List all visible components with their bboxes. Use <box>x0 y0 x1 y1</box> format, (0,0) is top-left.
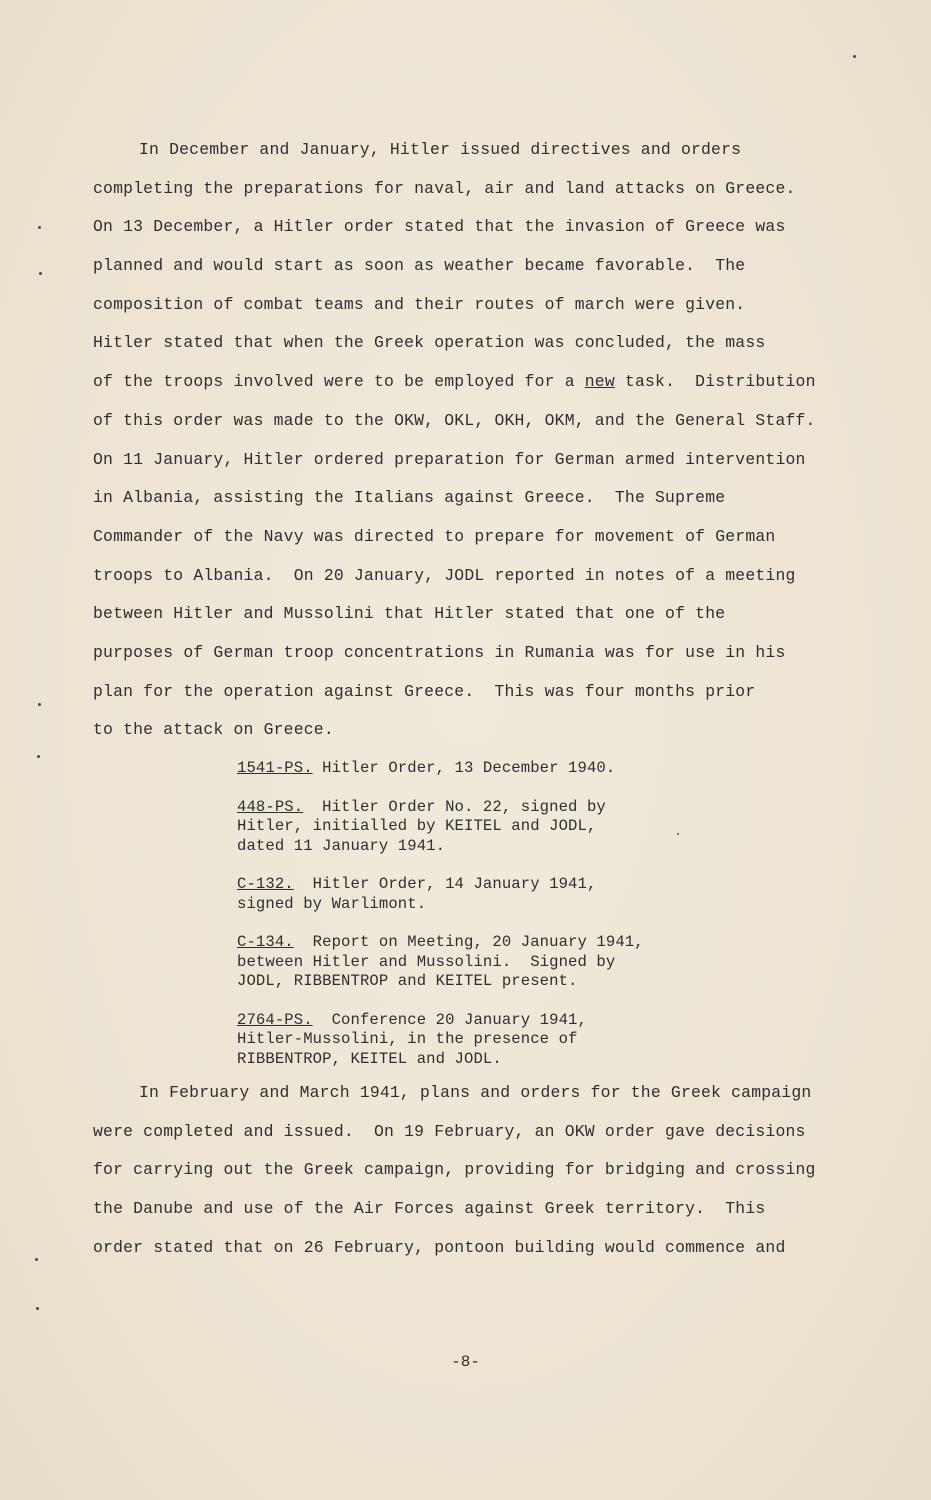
text-line: troops to Albania. On 20 January, JODL reported in notes of a meeting <box>93 565 796 585</box>
text-line: On 11 January, Hitler ordered preparation for German armed intervention <box>93 449 806 469</box>
text-line: plan for the operation against Greece. This was four months prior <box>93 681 756 701</box>
text-line: On 13 December, a Hitler order stated that the invasion of Greece was <box>93 217 786 237</box>
citation-line <box>237 1011 757 1031</box>
text-line: for carrying out the Greek campaign, providing for bridging and crossing <box>93 1160 816 1180</box>
scan-speck <box>39 272 42 275</box>
text-line: Commander of the Navy was directed to prepare for movement of German <box>93 526 776 546</box>
citation-text: Hitler Order No. 22, signed by <box>303 797 606 816</box>
citation-ref: C-134. <box>237 933 294 951</box>
paragraph-1 <box>93 131 816 750</box>
citation-text: Hitler, initialled by KEITEL and JODL, <box>237 817 597 835</box>
citation-text: signed by Warlimont. <box>237 894 427 913</box>
text-line: to the attack on Greece. <box>93 720 334 740</box>
citation-text: Conference 20 January 1941, <box>312 1010 587 1029</box>
text-line: the Danube and use of the Air Forces against Greek territory. This <box>93 1199 766 1219</box>
text-line: In December and January, Hitler issued directives and orders <box>139 140 742 159</box>
citation-text: between Hitler and Mussolini. Signed by <box>237 952 616 971</box>
text-segment: of the troops involved were to be employed for a <box>93 372 585 392</box>
citation-ref: 448-PS. <box>237 797 304 816</box>
text-segment: task. Distribution <box>624 372 816 392</box>
citation-text: RIBBENTROP, KEITEL and JODL. <box>237 1049 502 1068</box>
text-line: between Hitler and Mussolini that Hitler stated that one of the <box>93 604 726 624</box>
text-line: In February and March 1941, plans and orders for the Greek campaign <box>139 1083 812 1102</box>
citation <box>237 933 757 992</box>
citation-line <box>237 875 757 895</box>
text-line: were completed and issued. On 19 February, an OKW order gave decisions <box>93 1121 806 1141</box>
citation-text: Report on Meeting, 20 January 1941, <box>293 933 644 951</box>
text-line: Hitler stated that when the Greek operation was concluded, the mass <box>93 333 766 353</box>
text-line: purposes of German troop concentrations in Rumania was for use in his <box>93 642 786 662</box>
scan-speck <box>38 226 41 229</box>
scan-speck <box>677 833 679 835</box>
citation-text: Hitler-Mussolini, in the presence of <box>237 1030 578 1048</box>
citation-line <box>237 798 757 818</box>
citation <box>237 759 757 779</box>
citation <box>237 798 757 857</box>
citation-text: JODL, RIBBENTROP and KEITEL present. <box>237 972 578 990</box>
citation <box>237 1011 757 1070</box>
scan-speck <box>853 55 856 58</box>
text-line: composition of combat teams and their routes of march were given. <box>93 294 746 314</box>
text-line: completing the preparations for naval, air and land attacks on Greece. <box>93 178 796 198</box>
scan-speck <box>36 1307 39 1310</box>
paragraph-2 <box>93 1074 816 1267</box>
text-line: planned and would start as soon as weather became favorable. The <box>93 256 746 276</box>
citation-text: dated 11 January 1941. <box>237 836 446 855</box>
citation-ref: 2764-PS. <box>237 1010 313 1029</box>
scan-speck <box>35 1258 38 1261</box>
underlined-word: new <box>584 372 615 392</box>
citation-text: Hitler Order, 13 December 1940. <box>312 759 616 777</box>
citation-line <box>237 933 757 953</box>
page-number: -8- <box>451 1353 480 1371</box>
citation-ref: 1541-PS. <box>237 759 313 777</box>
text-line <box>93 363 816 402</box>
citation <box>237 875 757 914</box>
citation-list <box>237 759 757 1088</box>
citation-ref: C-132. <box>237 875 294 893</box>
text-line: order stated that on 26 February, pontoon building would commence and <box>93 1237 786 1257</box>
scan-speck <box>37 755 40 758</box>
citation-line <box>237 759 757 779</box>
scan-speck <box>38 703 41 706</box>
text-line: in Albania, assisting the Italians against Greece. The Supreme <box>93 488 726 508</box>
citation-text: Hitler Order, 14 January 1941, <box>293 875 597 893</box>
text-line: of this order was made to the OKW, OKL, OKH, OKM, and the General Staff. <box>93 410 816 430</box>
